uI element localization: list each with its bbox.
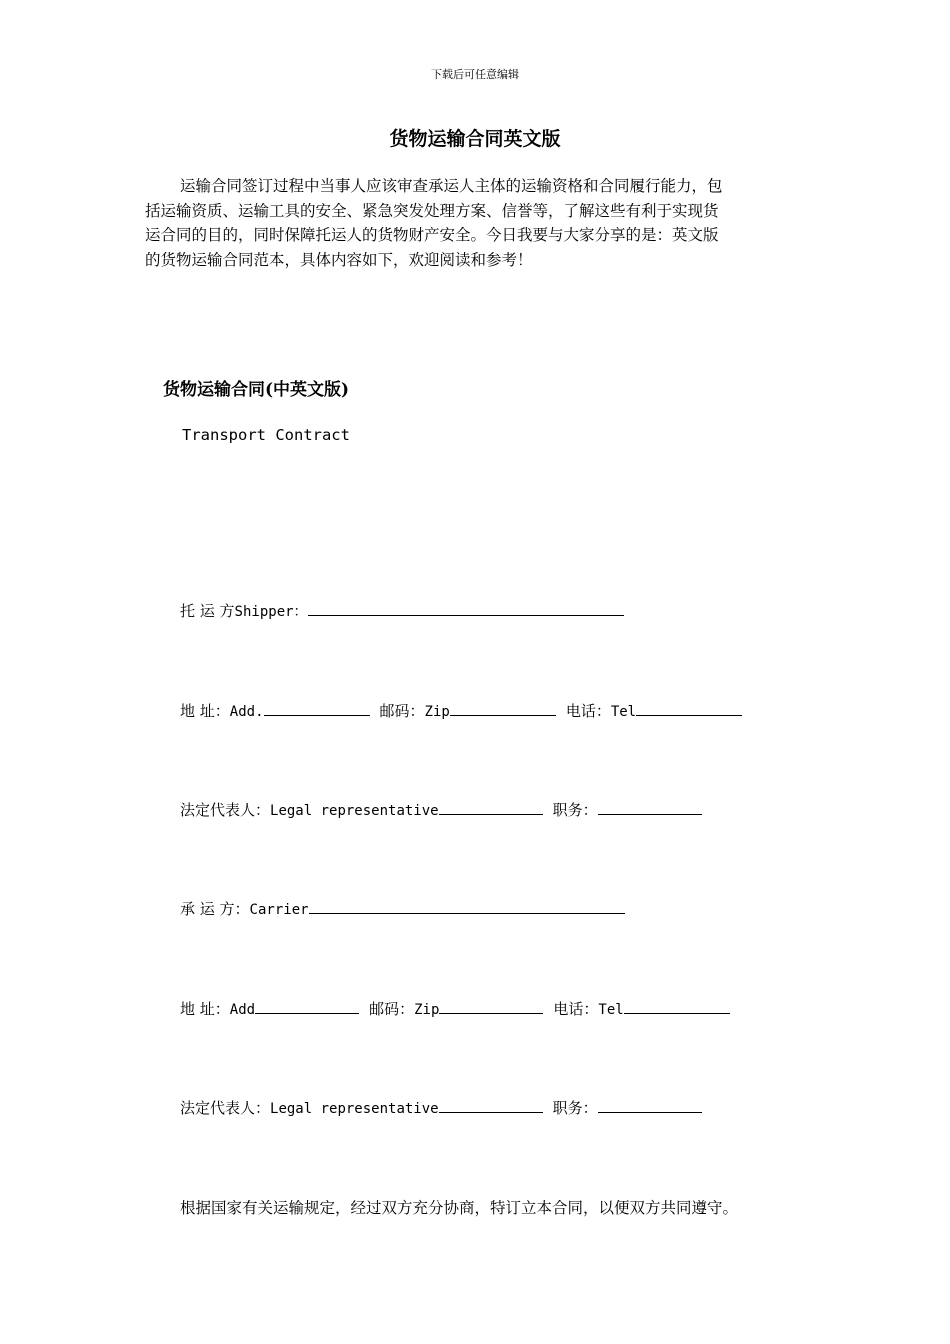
carrier-tel-en: Tel: [598, 1002, 624, 1018]
intro-line: 运输合同签订过程中当事人应该审查承运人主体的运输资格和合同履行能力，包: [180, 177, 723, 195]
shipper-contact-row: [180, 700, 742, 721]
carrier-zip-label: 邮码：: [369, 1000, 415, 1018]
shipper-field: [180, 600, 624, 621]
shipper-blank[interactable]: [308, 601, 624, 616]
carrier-addr-label: 地 址：: [180, 1000, 230, 1018]
shipper-rep-row: [180, 799, 702, 820]
shipper-addr-label: 地 址：: [180, 702, 230, 720]
shipper-zip-blank[interactable]: [450, 701, 556, 716]
carrier-field: [180, 898, 625, 919]
shipper-addr-blank[interactable]: [264, 701, 370, 716]
shipper-tel-blank[interactable]: [636, 701, 742, 716]
carrier-rep-row: [180, 1097, 702, 1118]
shipper-position-blank[interactable]: [598, 800, 702, 815]
shipper-label: 托 运 方: [180, 602, 235, 620]
carrier-rep-blank[interactable]: [439, 1098, 543, 1113]
shipper-rep-label: 法定代表人：: [180, 801, 271, 819]
contract-title-en: Transport Contract: [182, 426, 350, 444]
carrier-zip-blank[interactable]: [439, 999, 543, 1014]
carrier-zip-en: Zip: [414, 1002, 440, 1018]
intro-line: 的货物运输合同范本，具体内容如下，欢迎阅读和参考！: [145, 250, 533, 269]
carrier-blank[interactable]: [309, 899, 625, 914]
shipper-position-label: 职务：: [552, 801, 598, 819]
intro-line: 括运输资质、运输工具的安全、紧急突发处理方案、信誉等，了解这些有利于实现货: [145, 201, 719, 220]
intro-paragraph: [145, 174, 805, 272]
carrier-position-blank[interactable]: [598, 1098, 702, 1113]
carrier-label: 承 运 方：: [180, 900, 250, 918]
shipper-zip-label: 邮码：: [379, 702, 425, 720]
shipper-tel-label: 电话：: [565, 702, 611, 720]
shipper-rep-blank[interactable]: [439, 800, 543, 815]
shipper-zip-en: Zip: [424, 704, 450, 720]
carrier-position-label: 职务：: [552, 1099, 598, 1117]
shipper-label-en: Shipper：: [234, 604, 308, 620]
carrier-addr-blank[interactable]: [255, 999, 359, 1014]
shipper-rep-en: Legal representative: [270, 803, 439, 819]
carrier-contact-row: [180, 998, 730, 1019]
intro-line: 运合同的目的，同时保障托运人的货物财产安全。今日我要与大家分享的是：英文版: [145, 226, 719, 245]
header-note: 下载后可任意编辑: [431, 68, 519, 81]
shipper-addr-en: Add.: [229, 704, 264, 720]
carrier-rep-label: 法定代表人：: [180, 1099, 271, 1117]
carrier-label-en: Carrier: [249, 902, 309, 918]
shipper-tel-en: Tel: [610, 704, 637, 720]
carrier-tel-blank[interactable]: [624, 999, 730, 1014]
carrier-addr-en: Add: [229, 1002, 256, 1018]
document-title: 货物运输合同英文版: [389, 128, 561, 150]
carrier-tel-label: 电话：: [553, 1000, 599, 1018]
section-title: 货物运输合同(中英文版): [163, 380, 350, 400]
agreement-statement: 根据国家有关运输规定，经过双方充分协商，特订立本合同，以便双方共同遵守。: [180, 1199, 739, 1217]
carrier-rep-en: Legal representative: [270, 1101, 439, 1117]
